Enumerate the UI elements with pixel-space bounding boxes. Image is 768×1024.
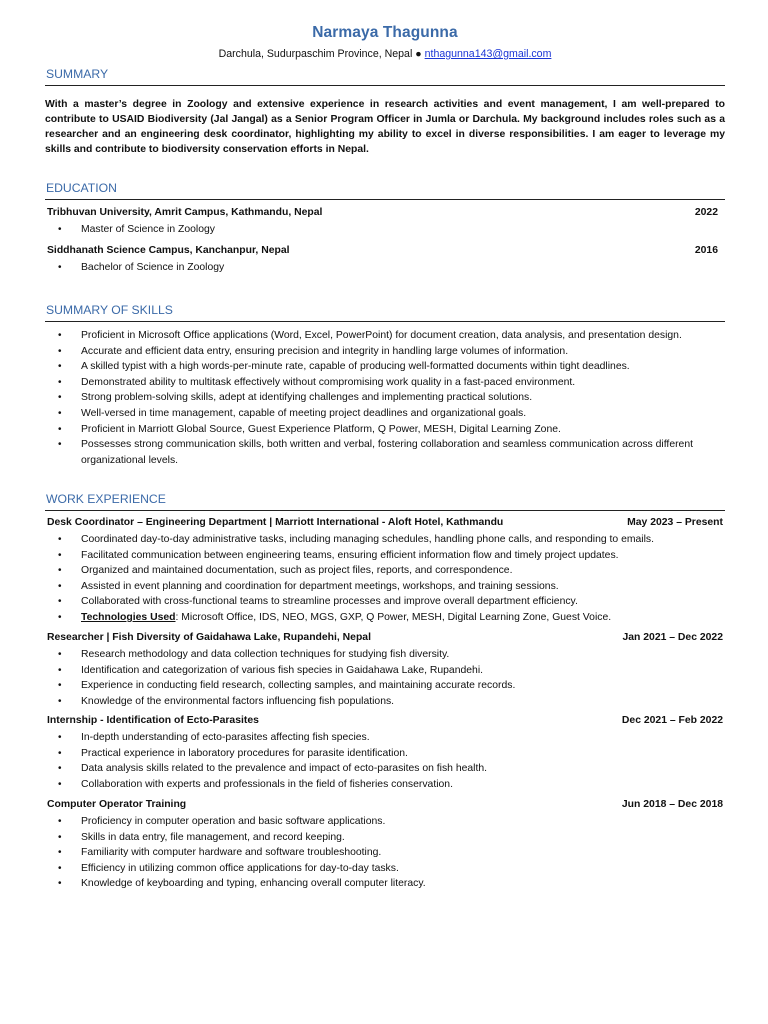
- education-entry: [45, 207, 723, 222]
- bullet-icon: •: [58, 407, 62, 419]
- bullet-icon: •: [58, 847, 62, 859]
- bullet-icon: •: [58, 392, 62, 404]
- list-item: [45, 328, 725, 344]
- skill-text: Proficient in Microsoft Office applications (Word, Excel, PowerPoint) for document creation, data analysis, and presentation design.: [81, 330, 682, 341]
- summary-paragraph: With a master’s degree in Zoology and extensive experience in research activities and event management, I am well-prepared to contribute to USAID Biodiversity (Jal Jangal) as a Senior Program Officer in Jumla or Darchula. My background includes roles such as a researcher and an engineering desk coordinator, highlighting my ability to excel in diverse responsibilities. I am eager to leverage my skills and contribute to biodiversity conservation efforts in Nepal.: [45, 99, 725, 155]
- graduation-year: 2022: [694, 207, 718, 218]
- duty-text: Data analysis skills related to the prevalence and impact of ecto-parasites on fish health.: [81, 763, 488, 775]
- section-divider: [45, 199, 725, 200]
- bullet-icon: •: [58, 862, 62, 874]
- job-duties-list: [45, 647, 725, 709]
- education-entry: [45, 245, 723, 260]
- section-title-summary: SUMMARY: [46, 67, 109, 81]
- bullet-icon: •: [58, 549, 62, 561]
- duty-text: Practical experience in laboratory procedures for parasite identification.: [81, 747, 408, 759]
- skill-text: Possesses strong communication skills, both written and verbal, fostering collaboration and seamless communication across different organizational levels.: [81, 439, 693, 466]
- job-dates: Dec 2021 – Feb 2022: [621, 715, 723, 726]
- bullet-icon: •: [58, 439, 62, 451]
- bullet-icon: •: [58, 611, 62, 623]
- job-title: Desk Coordinator – Engineering Department | Marriott International - Aloft Hotel, Kathmandu: [47, 517, 504, 528]
- bullet-icon: •: [58, 649, 62, 660]
- bullet-icon: •: [58, 878, 62, 890]
- technologies-text: : Microsoft Office, IDS, NEO, MGS, GXP, Q Power, MESH, Digital Learning Zone, Guest Voice.: [175, 611, 612, 623]
- section-divider: [45, 321, 725, 322]
- list-item: [45, 532, 725, 548]
- list-item: [45, 814, 725, 830]
- duty-text: In-depth understanding of ecto-parasites affecting fish species.: [81, 732, 370, 743]
- list-item: [45, 390, 725, 406]
- education-section-header: [45, 181, 725, 200]
- list-item: [45, 437, 725, 468]
- list-item: [45, 579, 725, 595]
- bullet-icon: •: [58, 816, 62, 827]
- bullet-icon: •: [58, 330, 62, 341]
- job-header: [45, 799, 723, 814]
- job-dates: Jan 2021 – Dec 2022: [622, 632, 723, 643]
- degree-text: Master of Science in Zoology: [81, 224, 215, 235]
- list-item: [45, 777, 725, 793]
- technologies-label: Technologies Used: [81, 611, 176, 623]
- education-degree-list: [45, 222, 725, 238]
- section-divider: [45, 510, 725, 511]
- list-item: [45, 610, 725, 626]
- bullet-icon: •: [58, 778, 62, 790]
- skill-text: Accurate and efficient data entry, ensuring precision and integrity in handling large volumes of information.: [81, 345, 569, 357]
- bullet-icon: •: [58, 680, 62, 692]
- bullet-icon: •: [58, 224, 62, 235]
- list-item: [45, 830, 725, 846]
- skill-text: A skilled typist with a high words-per-minute rate, capable of producing well-formatted documents within tight deadlines.: [81, 361, 630, 373]
- graduation-year: 2016: [694, 245, 718, 256]
- list-item: [45, 222, 725, 238]
- location-text: Darchula, Sudurpaschim Province, Nepal: [218, 48, 413, 60]
- institution-name: Tribhuvan University, Amrit Campus, Kathmandu, Nepal: [47, 207, 323, 218]
- skills-section-header: [45, 303, 725, 322]
- bullet-icon: •: [58, 534, 62, 545]
- list-item: [45, 422, 725, 438]
- bullet-icon: •: [58, 376, 62, 388]
- duty-text: Coordinated day-to-day administrative tasks, including managing schedules, handling phone calls, and responding to emails.: [81, 534, 654, 545]
- list-item: [45, 359, 725, 375]
- job-title: Internship - Identification of Ecto-Parasites: [47, 715, 259, 726]
- job-duties-list: [45, 532, 725, 626]
- section-divider: [45, 85, 725, 86]
- job-header: [45, 517, 723, 532]
- bullet-icon: •: [58, 664, 62, 676]
- list-item: [45, 761, 725, 777]
- duty-text: Efficiency in utilizing common office applications for day-to-day tasks.: [81, 862, 399, 874]
- education-degree-list: [45, 260, 725, 276]
- duty-text: Skills in data entry, file management, and record keeping.: [81, 831, 345, 843]
- list-item: [45, 647, 725, 663]
- skill-text: Demonstrated ability to multitask effectively without compromising work quality in a fast-paced environment.: [81, 376, 576, 388]
- bullet-icon: •: [58, 596, 62, 608]
- list-item: [45, 563, 725, 579]
- section-title-skills: SUMMARY OF SKILLS: [46, 303, 173, 317]
- institution-name: Siddhanath Science Campus, Kanchanpur, Nepal: [47, 245, 290, 256]
- list-item: [45, 746, 725, 762]
- section-title-work: WORK EXPERIENCE: [46, 492, 166, 506]
- duty-text: Collaborated with cross-functional teams to streamline processes and improve overall department efficiency.: [81, 596, 578, 608]
- duty-text: Research methodology and data collection techniques for studying fish diversity.: [81, 649, 450, 660]
- bullet-icon: •: [58, 262, 62, 273]
- list-item: [45, 876, 725, 892]
- list-item: [45, 406, 725, 422]
- contact-line: [45, 48, 725, 60]
- skill-text: Proficient in Marriott Global Source, Guest Experience Platform, Q Power, MESH, Digital Learning Zone.: [81, 423, 561, 435]
- list-item: [45, 548, 725, 564]
- job-title: Computer Operator Training: [47, 799, 187, 810]
- duty-text: Assisted in event planning and coordination for department meetings, workshops, and training sessions.: [81, 580, 559, 592]
- bullet-separator: ●: [415, 48, 422, 60]
- list-item: [45, 694, 725, 710]
- job-header: [45, 632, 723, 647]
- bullet-icon: •: [58, 345, 62, 357]
- bullet-icon: •: [58, 831, 62, 843]
- job-dates: Jun 2018 – Dec 2018: [621, 799, 723, 810]
- duty-text: Knowledge of keyboarding and typing, enhancing overall computer literacy.: [81, 878, 426, 890]
- bullet-icon: •: [58, 565, 62, 577]
- summary-section-header: [45, 67, 725, 86]
- duty-text: Experience in conducting field research, collecting samples, and maintaining accurate records.: [81, 680, 516, 692]
- candidate-name: Narmaya Thagunna: [312, 24, 458, 41]
- job-duties-list: [45, 730, 725, 792]
- work-section-header: [45, 492, 725, 511]
- bullet-icon: •: [58, 361, 62, 373]
- list-item: [45, 861, 725, 877]
- list-item: [45, 375, 725, 391]
- duty-text: Collaboration with experts and professionals in the field of fisheries conservation.: [81, 778, 453, 790]
- bullet-icon: •: [58, 423, 62, 435]
- bullet-icon: •: [58, 695, 62, 707]
- list-item: [45, 260, 725, 276]
- duty-text: Facilitated communication between engineering teams, ensuring efficient information flow and timely project updates.: [81, 549, 619, 561]
- job-duties-list: [45, 814, 725, 892]
- list-item: [45, 845, 725, 861]
- section-title-education: EDUCATION: [46, 181, 117, 195]
- duty-text: Organized and maintained documentation, such as project files, reports, and correspondence.: [81, 565, 513, 577]
- duty-text: Knowledge of the environmental factors influencing fish populations.: [81, 695, 395, 707]
- bullet-icon: •: [58, 732, 62, 743]
- email-link[interactable]: nthagunna143@gmail.com: [424, 48, 552, 60]
- bullet-icon: •: [58, 763, 62, 775]
- job-dates: May 2023 – Present: [627, 517, 723, 528]
- list-item: [45, 344, 725, 360]
- list-item: [45, 663, 725, 679]
- job-header: [45, 715, 723, 730]
- degree-text: Bachelor of Science in Zoology: [81, 262, 225, 273]
- duty-text: Proficiency in computer operation and basic software applications.: [81, 816, 386, 827]
- skill-text: Well-versed in time management, capable of meeting project deadlines and organizational goals.: [81, 407, 527, 419]
- duty-text: Familiarity with computer hardware and software troubleshooting.: [81, 847, 382, 859]
- bullet-icon: •: [58, 747, 62, 759]
- job-title: Researcher | Fish Diversity of Gaidahawa Lake, Rupandehi, Nepal: [47, 632, 371, 643]
- skill-text: Strong problem-solving skills, adept at identifying challenges and implementing practical solutions.: [81, 392, 533, 404]
- list-item: [45, 730, 725, 746]
- duty-text: Identification and categorization of various fish species in Gaidahawa Lake, Rupandehi.: [81, 664, 484, 676]
- bullet-icon: •: [58, 580, 62, 592]
- list-item: [45, 594, 725, 610]
- skills-list: [45, 328, 725, 468]
- list-item: [45, 678, 725, 694]
